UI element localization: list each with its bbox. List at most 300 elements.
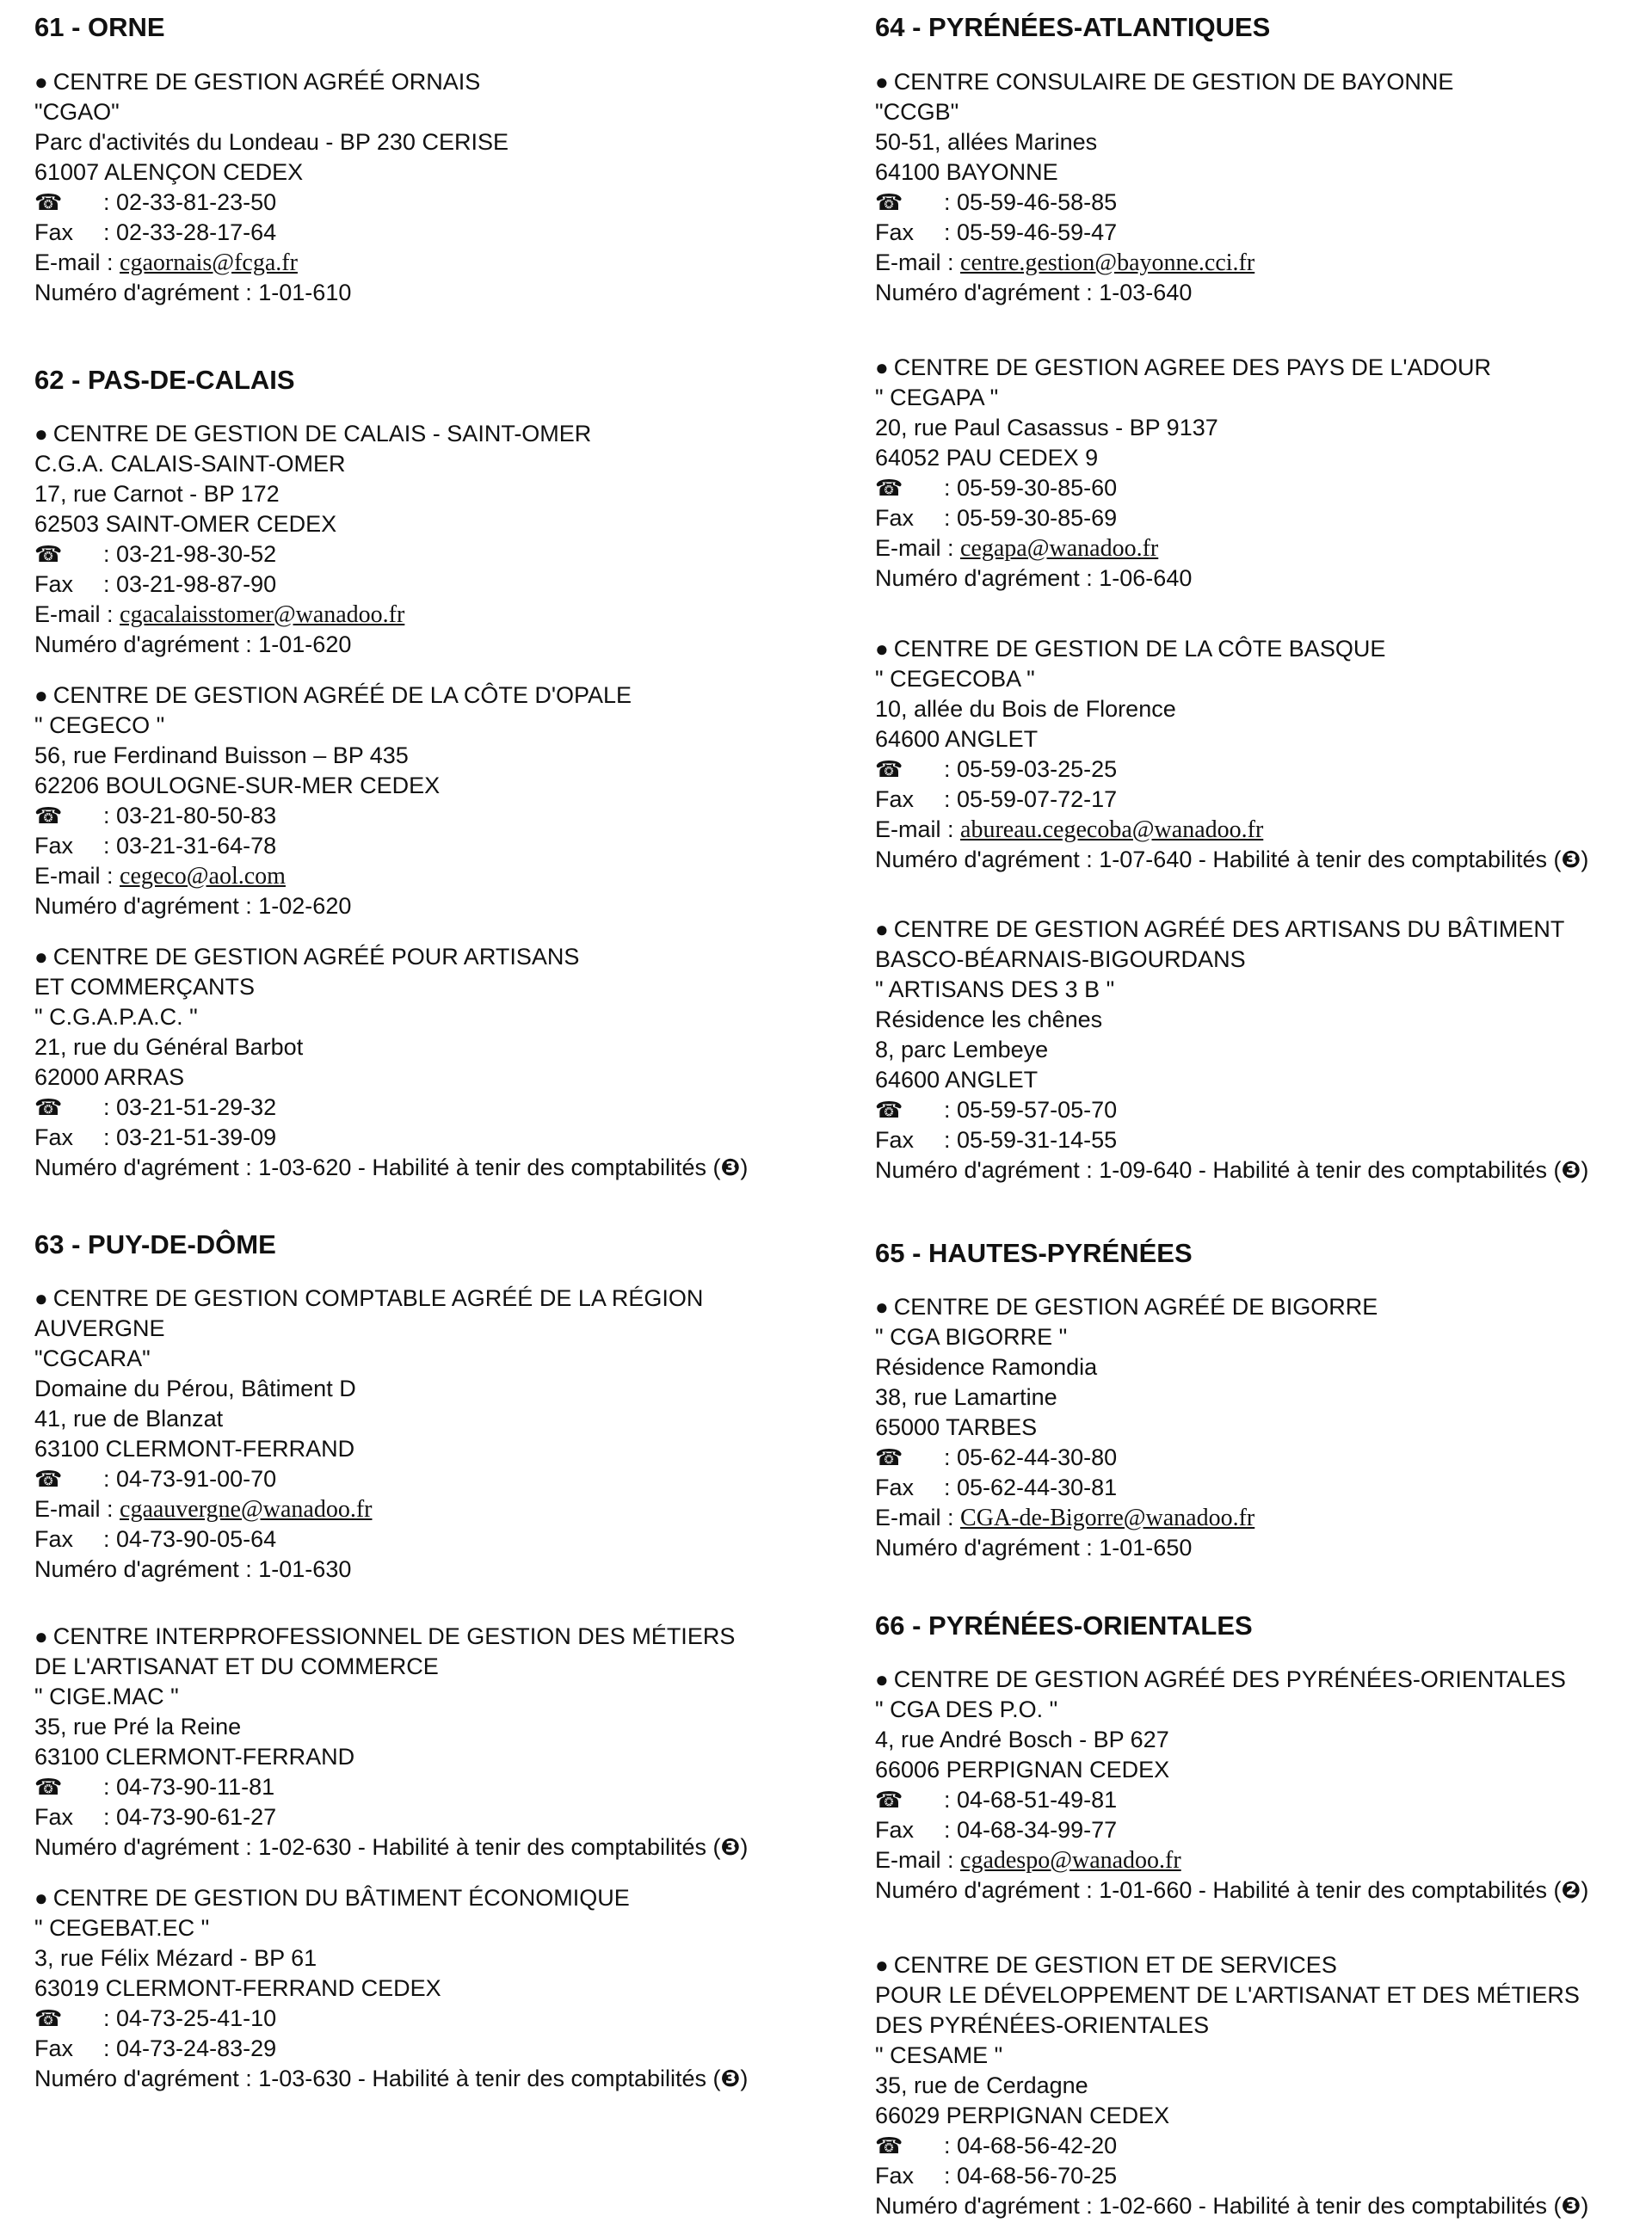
phone-line bbox=[875, 754, 1649, 785]
address-line bbox=[875, 443, 1649, 473]
address-line bbox=[34, 97, 852, 127]
address-line bbox=[34, 1742, 852, 1772]
line-text: " CEGAPA " bbox=[875, 385, 999, 410]
phone-line bbox=[875, 1443, 1649, 1473]
phone-line bbox=[875, 1095, 1649, 1125]
address-line bbox=[875, 127, 1649, 157]
address-line bbox=[875, 2011, 1649, 2041]
fax-number: : 04-73-90-61-27 bbox=[103, 1804, 277, 1830]
fax-number: : 04-68-56-70-25 bbox=[944, 2163, 1118, 2189]
telephone-icon: ☎ bbox=[34, 2005, 63, 2031]
fax-number: : 04-73-90-05-64 bbox=[103, 1526, 277, 1552]
line-text: 62206 BOULOGNE-SUR-MER CEDEX bbox=[34, 773, 441, 798]
phone-number: : 04-73-91-00-70 bbox=[103, 1466, 277, 1492]
address-line bbox=[875, 1322, 1649, 1352]
department-heading: 61 - ORNE bbox=[34, 12, 165, 42]
telephone-icon: ☎ bbox=[34, 803, 63, 828]
fax-number: : 05-59-31-14-55 bbox=[944, 1127, 1118, 1153]
line-text: CENTRE DE GESTION AGRÉÉ ORNAIS bbox=[52, 69, 481, 95]
closing-paren: ) bbox=[740, 1834, 749, 1860]
centre-entry bbox=[875, 1665, 1649, 1906]
address-line bbox=[875, 724, 1649, 754]
centre-name bbox=[34, 1883, 852, 1913]
email-label: E-mail : bbox=[34, 1496, 120, 1522]
telephone-icon: ☎ bbox=[34, 1774, 63, 1800]
line-text: 64600 ANGLET bbox=[875, 726, 1039, 752]
address-line bbox=[875, 1413, 1649, 1443]
phone-line bbox=[34, 539, 852, 570]
address-line bbox=[34, 1002, 852, 1032]
fax-line bbox=[875, 2161, 1649, 2191]
line-text: " CEGECOBA " bbox=[875, 666, 1035, 692]
address-line bbox=[34, 1913, 852, 1943]
centre-entry bbox=[34, 942, 852, 1183]
address-line bbox=[34, 1062, 852, 1093]
agrement-text: Numéro d'agrément : 1-01-630 bbox=[34, 1556, 352, 1582]
bullet-icon: ● bbox=[875, 69, 889, 95]
address-line bbox=[34, 1032, 852, 1062]
line-text: CENTRE DE GESTION DE CALAIS - SAINT-OMER bbox=[52, 421, 592, 446]
line-text: CENTRE CONSULAIRE DE GESTION DE BAYONNE bbox=[893, 69, 1454, 95]
closing-paren: ) bbox=[740, 2066, 749, 2091]
fax-line bbox=[34, 570, 852, 600]
fax-line bbox=[875, 1815, 1649, 1845]
line-text: 61007 ALENÇON CEDEX bbox=[34, 159, 304, 185]
centre-entry bbox=[34, 1284, 852, 1585]
line-text: 56, rue Ferdinand Buisson – BP 435 bbox=[34, 742, 409, 768]
line-text: CENTRE DE GESTION AGRÉÉ DES ARTISANS DU BÂTIMENT bbox=[893, 916, 1565, 942]
department-heading: 65 - HAUTES-PYRÉNÉES bbox=[875, 1238, 1193, 1268]
email-link[interactable]: cegapa@wanadoo.fr bbox=[960, 535, 1159, 562]
agrement-line bbox=[34, 630, 852, 660]
address-line bbox=[34, 1374, 852, 1404]
line-text: "CGCARA" bbox=[34, 1346, 151, 1371]
fax-label: Fax bbox=[875, 2163, 915, 2189]
fax-number: : 05-59-07-72-17 bbox=[944, 786, 1118, 812]
line-text: CENTRE DE GESTION DU BÂTIMENT ÉCONOMIQUE bbox=[52, 1885, 630, 1911]
fax-label: Fax bbox=[875, 1475, 915, 1500]
address-line bbox=[34, 1652, 852, 1682]
email-link[interactable]: cgaornais@fcga.fr bbox=[120, 249, 298, 276]
phone-number: : 05-59-30-85-60 bbox=[944, 475, 1118, 501]
line-text: Domaine du Pérou, Bâtiment D bbox=[34, 1376, 356, 1401]
agrement-text: Numéro d'agrément : 1-06-640 bbox=[875, 565, 1193, 591]
email-label: E-mail : bbox=[875, 1505, 961, 1530]
line-text: 21, rue du Général Barbot bbox=[34, 1034, 304, 1060]
category-badge: ❸ bbox=[720, 1834, 741, 1860]
fax-line bbox=[875, 1473, 1649, 1503]
line-text: "CCGB" bbox=[875, 99, 959, 125]
telephone-icon: ☎ bbox=[875, 1444, 903, 1470]
address-line bbox=[875, 664, 1649, 694]
line-text: " CEGECO " bbox=[34, 712, 165, 738]
email-line bbox=[875, 533, 1649, 563]
fax-label: Fax bbox=[34, 2035, 74, 2061]
line-text: 10, allée du Bois de Florence bbox=[875, 696, 1176, 722]
agrement-line bbox=[875, 2191, 1649, 2221]
email-link[interactable]: centre.gestion@bayonne.cci.fr bbox=[960, 249, 1255, 276]
address-line bbox=[34, 509, 852, 539]
line-text: " CGA DES P.O. " bbox=[875, 1696, 1058, 1722]
closing-paren: ) bbox=[1581, 1157, 1589, 1183]
line-text: 63019 CLERMONT-FERRAND CEDEX bbox=[34, 1975, 441, 2001]
agrement-line bbox=[34, 891, 852, 921]
category-badge: ❷ bbox=[1561, 1877, 1581, 1903]
agrement-text: Numéro d'agrément : 1-02-660 - Habilité à tenir des comptabilités ( bbox=[875, 2193, 1562, 2219]
agrement-text: Numéro d'agrément : 1-01-620 bbox=[34, 631, 352, 657]
address-line bbox=[875, 2101, 1649, 2131]
centre-entry bbox=[875, 67, 1649, 308]
phone-line bbox=[875, 2131, 1649, 2161]
agrement-line bbox=[875, 845, 1649, 875]
phone-number: : 03-21-51-29-32 bbox=[103, 1094, 277, 1120]
address-line bbox=[875, 2041, 1649, 2071]
email-label: E-mail : bbox=[875, 249, 961, 275]
line-text: DE L'ARTISANAT ET DU COMMERCE bbox=[34, 1653, 439, 1679]
centre-entry bbox=[875, 634, 1649, 875]
bullet-icon: ● bbox=[875, 1294, 889, 1320]
line-text: 63100 CLERMONT-FERRAND bbox=[34, 1436, 355, 1462]
address-line bbox=[875, 1382, 1649, 1413]
bullet-icon: ● bbox=[34, 1623, 48, 1649]
line-text: 17, rue Carnot - BP 172 bbox=[34, 481, 280, 507]
address-line bbox=[875, 383, 1649, 413]
telephone-icon: ☎ bbox=[34, 541, 63, 567]
closing-paren: ) bbox=[1581, 1877, 1589, 1903]
centre-name bbox=[34, 1284, 852, 1314]
category-badge: ❸ bbox=[1561, 2193, 1581, 2219]
centre-entry bbox=[34, 1883, 852, 2094]
fax-number: : 03-21-98-87-90 bbox=[103, 571, 277, 597]
address-line bbox=[875, 1065, 1649, 1095]
phone-number: : 04-68-51-49-81 bbox=[944, 1787, 1118, 1813]
address-line bbox=[34, 741, 852, 771]
centre-name bbox=[34, 942, 852, 972]
email-link[interactable]: CGA-de-Bigorre@wanadoo.fr bbox=[960, 1505, 1255, 1531]
fax-label: Fax bbox=[34, 1526, 74, 1552]
address-line bbox=[34, 1712, 852, 1742]
line-text: CENTRE DE GESTION DE LA CÔTE BASQUE bbox=[893, 636, 1386, 662]
phone-number: : 04-68-56-42-20 bbox=[944, 2133, 1118, 2158]
agrement-text: Numéro d'agrément : 1-03-620 - Habilité à tenir des comptabilités ( bbox=[34, 1155, 721, 1180]
agrement-text: Numéro d'agrément : 1-07-640 - Habilité à tenir des comptabilités ( bbox=[875, 847, 1562, 872]
telephone-icon: ☎ bbox=[34, 1466, 63, 1492]
address-line bbox=[34, 1974, 852, 2004]
address-line bbox=[875, 1005, 1649, 1035]
fax-line bbox=[875, 1125, 1649, 1155]
fax-line bbox=[34, 1123, 852, 1153]
line-text: CENTRE DE GESTION AGRÉÉ POUR ARTISANS bbox=[52, 944, 580, 970]
line-text: 64600 ANGLET bbox=[875, 1067, 1039, 1093]
line-text: CENTRE DE GESTION ET DE SERVICES bbox=[893, 1952, 1337, 1978]
line-text: "CGAO" bbox=[34, 99, 120, 125]
line-text: 62503 SAINT-OMER CEDEX bbox=[34, 511, 337, 537]
agrement-text: Numéro d'agrément : 1-01-610 bbox=[34, 280, 352, 305]
address-line bbox=[875, 157, 1649, 188]
line-text: 62000 ARRAS bbox=[34, 1064, 185, 1090]
email-label: E-mail : bbox=[875, 816, 961, 842]
centre-name bbox=[34, 1622, 852, 1652]
line-text: " ARTISANS DES 3 B " bbox=[875, 976, 1115, 1002]
address-line bbox=[34, 1404, 852, 1434]
line-text: 65000 TARBES bbox=[875, 1414, 1038, 1440]
bullet-icon: ● bbox=[875, 354, 889, 380]
email-label: E-mail : bbox=[875, 1847, 961, 1873]
line-text: Résidence Ramondia bbox=[875, 1354, 1098, 1380]
email-label: E-mail : bbox=[34, 601, 120, 627]
line-text: POUR LE DÉVELOPPEMENT DE L'ARTISANAT ET DES MÉTIERS bbox=[875, 1982, 1580, 2008]
agrement-line bbox=[34, 1832, 852, 1863]
telephone-icon: ☎ bbox=[875, 189, 903, 215]
bullet-icon: ● bbox=[875, 916, 889, 942]
centre-name bbox=[34, 67, 852, 97]
bullet-icon: ● bbox=[875, 1666, 889, 1692]
address-line bbox=[875, 1980, 1649, 2011]
fax-label: Fax bbox=[875, 1127, 915, 1153]
bullet-icon: ● bbox=[34, 1285, 48, 1311]
centre-name bbox=[875, 1292, 1649, 1322]
fax-line bbox=[34, 1524, 852, 1555]
phone-number: : 05-59-57-05-70 bbox=[944, 1097, 1118, 1123]
agrement-line bbox=[34, 2064, 852, 2094]
phone-number: : 05-59-03-25-25 bbox=[944, 756, 1118, 782]
centre-entry bbox=[875, 1292, 1649, 1563]
agrement-text: Numéro d'agrément : 1-01-650 bbox=[875, 1535, 1193, 1561]
email-label: E-mail : bbox=[34, 863, 120, 889]
line-text: 4, rue André Bosch - BP 627 bbox=[875, 1727, 1169, 1752]
centre-entry bbox=[875, 353, 1649, 594]
line-text: CENTRE INTERPROFESSIONNEL DE GESTION DES MÉTIERS bbox=[52, 1623, 736, 1649]
fax-label: Fax bbox=[34, 1124, 74, 1150]
fax-number: : 04-73-24-83-29 bbox=[103, 2035, 277, 2061]
agrement-line bbox=[875, 563, 1649, 594]
phone-number: : 02-33-81-23-50 bbox=[103, 189, 277, 215]
centre-name bbox=[875, 634, 1649, 664]
agrement-text: Numéro d'agrément : 1-01-660 - Habilité à tenir des comptabilités ( bbox=[875, 1877, 1562, 1903]
address-line bbox=[875, 2071, 1649, 2101]
line-text: ET COMMERÇANTS bbox=[34, 974, 256, 1000]
email-line bbox=[34, 1494, 852, 1524]
line-text: CENTRE DE GESTION AGRÉÉ DES PYRÉNÉES-ORIENTALES bbox=[893, 1666, 1566, 1692]
email-link[interactable]: cgacalaisstomer@wanadoo.fr bbox=[120, 601, 405, 628]
address-line bbox=[34, 479, 852, 509]
address-line bbox=[875, 413, 1649, 443]
bullet-icon: ● bbox=[34, 69, 48, 95]
address-line bbox=[34, 1943, 852, 1974]
phone-line bbox=[34, 1772, 852, 1802]
fax-line bbox=[34, 1802, 852, 1832]
line-text: CENTRE DE GESTION AGRÉÉ DE BIGORRE bbox=[893, 1294, 1378, 1320]
fax-number: : 02-33-28-17-64 bbox=[103, 219, 277, 245]
fax-number: : 05-59-46-59-47 bbox=[944, 219, 1118, 245]
category-badge: ❸ bbox=[720, 2066, 741, 2091]
line-text: 20, rue Paul Casassus - BP 9137 bbox=[875, 415, 1218, 440]
department-heading: 63 - PUY-DE-DÔME bbox=[34, 1229, 276, 1259]
fax-label: Fax bbox=[875, 1817, 915, 1843]
closing-paren: ) bbox=[1581, 847, 1589, 872]
line-text: CENTRE DE GESTION COMPTABLE AGRÉÉ DE LA RÉGION bbox=[52, 1285, 704, 1311]
agrement-text: Numéro d'agrément : 1-09-640 - Habilité à tenir des comptabilités ( bbox=[875, 1157, 1562, 1183]
line-text: C.G.A. CALAIS-SAINT-OMER bbox=[34, 451, 346, 477]
address-line bbox=[875, 975, 1649, 1005]
line-text: 50-51, allées Marines bbox=[875, 129, 1098, 155]
category-badge: ❸ bbox=[1561, 847, 1581, 872]
line-text: CENTRE DE GESTION AGRÉÉ DE LA CÔTE D'OPALE bbox=[52, 682, 632, 708]
email-line bbox=[875, 1503, 1649, 1533]
line-text: 35, rue Pré la Reine bbox=[34, 1714, 242, 1740]
address-line bbox=[34, 1434, 852, 1464]
fax-number: : 05-59-30-85-69 bbox=[944, 505, 1118, 531]
line-text: 66006 PERPIGNAN CEDEX bbox=[875, 1757, 1170, 1783]
line-text: Parc d'activités du Londeau - BP 230 CERISE bbox=[34, 129, 509, 155]
phone-line bbox=[875, 473, 1649, 503]
fax-label: Fax bbox=[875, 219, 915, 245]
line-text: DES PYRÉNÉES-ORIENTALES bbox=[875, 2012, 1210, 2038]
fax-line bbox=[34, 2034, 852, 2064]
fax-number: : 03-21-31-64-78 bbox=[103, 833, 277, 859]
address-line bbox=[34, 449, 852, 479]
phone-number: : 04-73-25-41-10 bbox=[103, 2005, 277, 2031]
agrement-line bbox=[875, 1155, 1649, 1185]
address-line bbox=[34, 771, 852, 801]
phone-line bbox=[875, 1785, 1649, 1815]
centre-entry bbox=[34, 1622, 852, 1863]
agrement-line bbox=[875, 1875, 1649, 1906]
line-text: " C.G.A.P.A.C. " bbox=[34, 1004, 198, 1030]
line-text: 63100 CLERMONT-FERRAND bbox=[34, 1744, 355, 1770]
fax-line bbox=[34, 218, 852, 248]
centre-name bbox=[34, 419, 852, 449]
phone-line bbox=[34, 1093, 852, 1123]
address-line bbox=[34, 1314, 852, 1344]
agrement-line bbox=[875, 278, 1649, 308]
email-line bbox=[34, 600, 852, 630]
line-text: " CEGEBAT.EC " bbox=[34, 1915, 210, 1941]
telephone-icon: ☎ bbox=[34, 189, 63, 215]
agrement-line bbox=[34, 278, 852, 308]
email-line bbox=[875, 1845, 1649, 1875]
phone-number: : 04-73-90-11-81 bbox=[103, 1774, 275, 1800]
centre-name bbox=[875, 914, 1649, 945]
email-link[interactable]: cgaauvergne@wanadoo.fr bbox=[120, 1496, 373, 1523]
agrement-line bbox=[34, 1153, 852, 1183]
address-line bbox=[875, 97, 1649, 127]
phone-line bbox=[34, 188, 852, 218]
centre-entry bbox=[875, 1950, 1649, 2221]
bullet-icon: ● bbox=[34, 1885, 48, 1911]
telephone-icon: ☎ bbox=[875, 1097, 903, 1123]
agrement-line bbox=[34, 1555, 852, 1585]
address-line bbox=[875, 1352, 1649, 1382]
phone-number: : 03-21-98-30-52 bbox=[103, 541, 277, 567]
address-line bbox=[875, 694, 1649, 724]
address-line bbox=[875, 1725, 1649, 1755]
centre-entry bbox=[34, 67, 852, 308]
address-line bbox=[875, 1695, 1649, 1725]
bullet-icon: ● bbox=[875, 1952, 889, 1978]
email-line bbox=[875, 815, 1649, 845]
fax-number: : 03-21-51-39-09 bbox=[103, 1124, 277, 1150]
agrement-text: Numéro d'agrément : 1-02-620 bbox=[34, 893, 352, 919]
centre-name bbox=[34, 680, 852, 711]
fax-line bbox=[34, 831, 852, 861]
telephone-icon: ☎ bbox=[875, 756, 903, 782]
bullet-icon: ● bbox=[34, 682, 48, 708]
bullet-icon: ● bbox=[875, 636, 889, 662]
centre-name bbox=[875, 67, 1649, 97]
agrement-text: Numéro d'agrément : 1-03-640 bbox=[875, 280, 1193, 305]
line-text: " CESAME " bbox=[875, 2042, 1003, 2068]
phone-number: : 05-59-46-58-85 bbox=[944, 189, 1118, 215]
email-link[interactable]: cegeco@aol.com bbox=[120, 863, 286, 890]
email-link[interactable]: cgadespo@wanadoo.fr bbox=[960, 1847, 1181, 1874]
closing-paren: ) bbox=[1581, 2193, 1589, 2219]
fax-label: Fax bbox=[875, 505, 915, 531]
line-text: Résidence les chênes bbox=[875, 1007, 1103, 1032]
email-line bbox=[875, 248, 1649, 278]
line-text: BASCO-BÉARNAIS-BIGOURDANS bbox=[875, 946, 1246, 972]
fax-line bbox=[875, 785, 1649, 815]
email-label: E-mail : bbox=[34, 249, 120, 275]
line-text: 64052 PAU CEDEX 9 bbox=[875, 445, 1099, 471]
fax-label: Fax bbox=[34, 833, 74, 859]
telephone-icon: ☎ bbox=[875, 475, 903, 501]
email-line bbox=[34, 248, 852, 278]
agrement-line bbox=[875, 1533, 1649, 1563]
line-text: 35, rue de Cerdagne bbox=[875, 2072, 1088, 2098]
address-line bbox=[875, 945, 1649, 975]
line-text: 41, rue de Blanzat bbox=[34, 1406, 224, 1432]
line-text: 3, rue Félix Mézard - BP 61 bbox=[34, 1945, 317, 1971]
bullet-icon: ● bbox=[34, 421, 48, 446]
bullet-icon: ● bbox=[34, 944, 48, 970]
address-line bbox=[34, 972, 852, 1002]
address-line bbox=[875, 1755, 1649, 1785]
line-text: " CGA BIGORRE " bbox=[875, 1324, 1068, 1350]
fax-label: Fax bbox=[875, 786, 915, 812]
telephone-icon: ☎ bbox=[875, 1787, 903, 1813]
fax-number: : 05-62-44-30-81 bbox=[944, 1475, 1118, 1500]
telephone-icon: ☎ bbox=[34, 1094, 63, 1120]
address-line bbox=[34, 1682, 852, 1712]
address-line bbox=[34, 157, 852, 188]
phone-number: : 05-62-44-30-80 bbox=[944, 1444, 1118, 1470]
line-text: CENTRE DE GESTION AGREE DES PAYS DE L'ADOUR bbox=[893, 354, 1492, 380]
centre-entry bbox=[34, 680, 852, 921]
line-text: 38, rue Lamartine bbox=[875, 1384, 1057, 1410]
line-text: AUVERGNE bbox=[34, 1315, 165, 1341]
department-heading: 64 - PYRÉNÉES-ATLANTIQUES bbox=[875, 12, 1271, 42]
closing-paren: ) bbox=[740, 1155, 749, 1180]
line-text: 66029 PERPIGNAN CEDEX bbox=[875, 2103, 1170, 2128]
centre-entry bbox=[875, 914, 1649, 1185]
department-heading: 62 - PAS-DE-CALAIS bbox=[34, 365, 295, 395]
phone-line bbox=[34, 801, 852, 831]
phone-number: : 03-21-80-50-83 bbox=[103, 803, 277, 828]
fax-label: Fax bbox=[34, 571, 74, 597]
agrement-text: Numéro d'agrément : 1-02-630 - Habilité à tenir des comptabilités ( bbox=[34, 1834, 721, 1860]
centre-name bbox=[875, 353, 1649, 383]
fax-label: Fax bbox=[34, 219, 74, 245]
address-line bbox=[875, 1035, 1649, 1065]
email-link[interactable]: abureau.cegecoba@wanadoo.fr bbox=[960, 816, 1264, 843]
email-label: E-mail : bbox=[875, 535, 961, 561]
category-badge: ❸ bbox=[1561, 1157, 1581, 1183]
category-badge: ❸ bbox=[720, 1155, 741, 1180]
line-text: 64100 BAYONNE bbox=[875, 159, 1058, 185]
department-heading: 66 - PYRÉNÉES-ORIENTALES bbox=[875, 1610, 1253, 1641]
address-line bbox=[34, 1344, 852, 1374]
